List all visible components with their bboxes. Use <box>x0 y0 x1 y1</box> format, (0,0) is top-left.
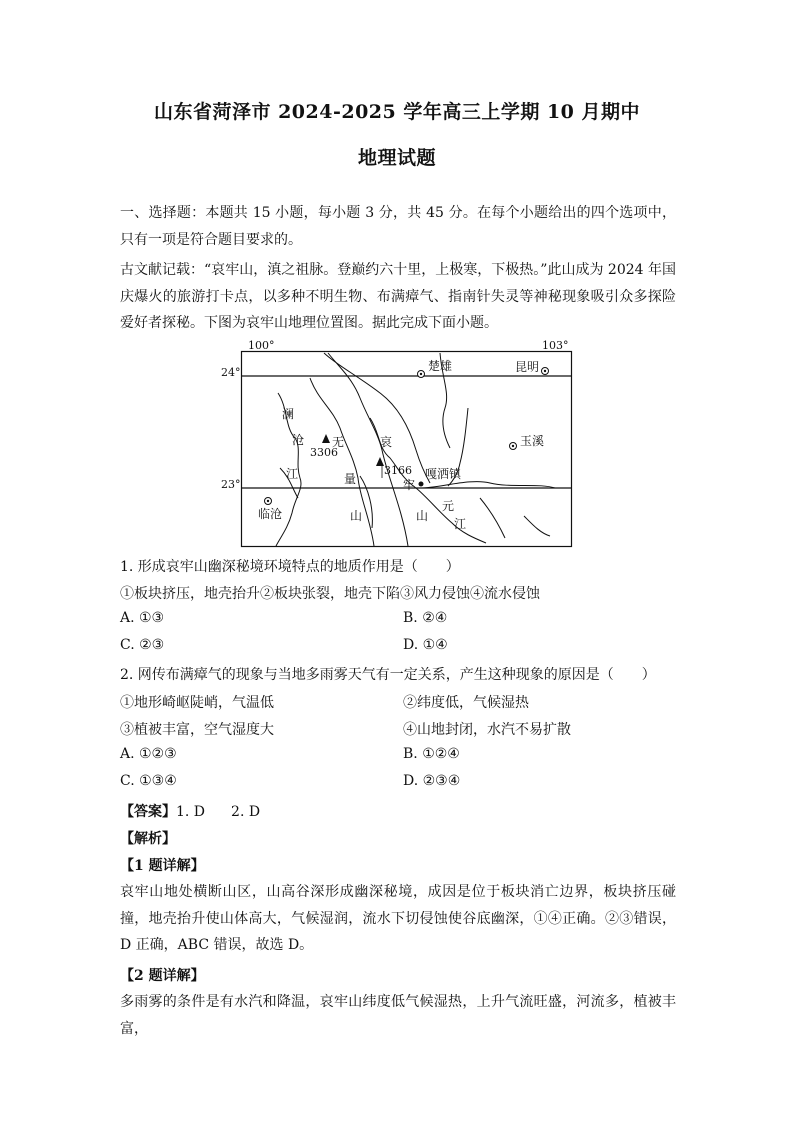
answer-row <box>120 801 260 821</box>
kunming-label: 昆明 <box>515 360 540 374</box>
latitude-24-label: 24° <box>221 366 241 379</box>
label-jiang-yuan: 江 <box>454 517 467 531</box>
label-yuan: 元 <box>442 499 455 513</box>
q2-option-a: A. ①②③ <box>120 746 177 762</box>
q1-analysis-label: 【1 题详解】 <box>120 858 205 874</box>
label-shan-wuliang: 山 <box>350 509 363 523</box>
river-23-east <box>420 482 555 488</box>
q2-analysis-label: 【2 题详解】 <box>120 968 205 984</box>
intro-paragraph: 古文献记载：“哀牢山，滇之祖脉。登巅约六十里，上极寒，下极热。”此山成为 2024 年国庆爆火的旅游打卡点，以多种不明生物、布满瘴气、指南针失灵等神秘现象吸引众多探险爱好者探秘。下图为哀牢山地理位置图。据此完成下面小题。 <box>120 262 676 331</box>
q1-option-a: A. ①③ <box>120 610 165 626</box>
q1-option-d: D. ①④ <box>403 637 448 653</box>
q2-analysis-text: 多雨雾的条件是有水汽和降温，哀牢山纬度低气候湿热，上升气流旺盛，河流多，植被丰富， <box>120 994 676 1037</box>
ailao-peak-icon <box>376 457 384 466</box>
q2-item-4: ④山地封闭，水汽不易扩散 <box>403 722 571 738</box>
wuliang-peak-elevation: 3306 <box>310 446 338 459</box>
q1-items: ①板块挤压，地壳抬升②板块张裂，地壳下陷③风力侵蚀④流水侵蚀 <box>120 586 540 602</box>
label-lao: 牢 <box>403 478 416 492</box>
analysis-label: 【解析】 <box>120 831 176 847</box>
label-cang: 沧 <box>292 433 305 447</box>
q1-option-b: B. ②④ <box>403 610 448 626</box>
river-branch-2 <box>480 498 505 538</box>
gasazhen-label: 嘎洒镇 <box>425 467 462 481</box>
label-ai: 哀 <box>380 435 393 449</box>
label-lan: 澜 <box>282 407 295 421</box>
answer-q2: 2. D <box>231 804 261 820</box>
longitude-103-label: 103° <box>542 339 569 352</box>
exam-title-line2: 地理试题 <box>357 147 436 169</box>
q2-item-2: ②纬度低，气候湿热 <box>403 695 529 711</box>
q2-item-1: ①地形崎岖陡峭，气温低 <box>120 695 274 711</box>
lincang-label: 临沧 <box>258 507 283 521</box>
gasazhen-marker <box>419 482 424 487</box>
exam-title-line1: 山东省菏泽市 2024-2025 学年高三上学期 10 月期中 <box>153 101 641 123</box>
section-heading: 一、选择题：本题共 15 小题，每小题 3 分，共 45 分。在每个小题给出的四个选项中，只有一项是符合题目要求的。 <box>120 205 676 248</box>
label-jiang: 江 <box>286 467 299 481</box>
chuxiong-label: 楚雄 <box>428 359 453 373</box>
q2-option-d: D. ②③④ <box>403 773 461 789</box>
q2-option-b: B. ①②④ <box>403 746 460 762</box>
q1-analysis-text: 哀牢山地处横断山区，山高谷深形成幽深秘境，成因是位于板块消亡边界，板块挤压碰撞，地壳抬升使山体高大，气候湿润，流水下切侵蚀使谷底幽深，①④正确。②③错误，D 正确，ABC 错误，故选 D。 <box>120 884 676 953</box>
answer-label: 【答案】 <box>120 804 176 820</box>
latitude-23-label: 23° <box>221 478 241 491</box>
longitude-100-label: 100° <box>248 339 275 352</box>
q2-item-3: ③植被丰富，空气湿度大 <box>120 722 274 738</box>
q1-stem: 1. 形成哀牢山幽深秘境环境特点的地质作用是（ ） <box>120 559 460 575</box>
ailao-peak-elevation: 3166 <box>384 464 412 477</box>
answer-q1: 1. D <box>176 804 206 820</box>
q2-stem: 2. 网传布满瘴气的现象与当地多雨雾天气有一定关系，产生这种现象的原因是（ ） <box>120 667 656 683</box>
river-branch-3 <box>524 516 550 536</box>
label-wu: 无 <box>332 435 345 449</box>
label-shan-ailao: 山 <box>416 509 429 523</box>
ailao-ridge-river <box>324 353 430 483</box>
yuxi-label: 玉溪 <box>520 434 545 448</box>
q2-option-c: C. ①③④ <box>120 773 177 789</box>
label-liang: 量 <box>344 472 357 486</box>
q1-option-c: C. ②③ <box>120 637 165 653</box>
wuliang-peak-icon <box>322 434 330 443</box>
river-wuliang-west <box>310 378 374 546</box>
ailao-mountain-location-map <box>221 338 580 550</box>
